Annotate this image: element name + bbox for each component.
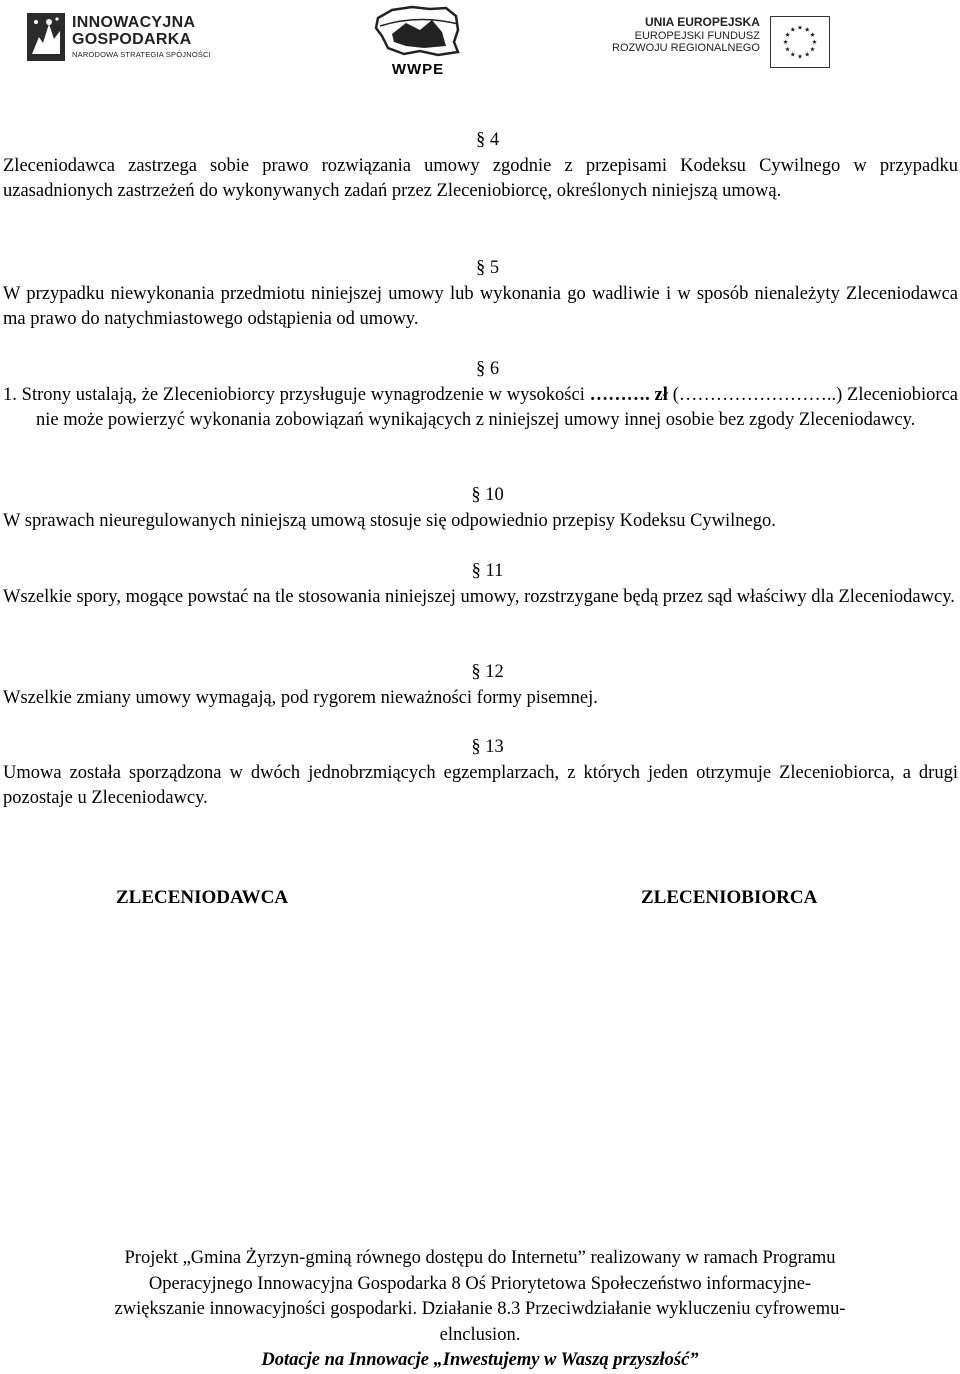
eu-logo-line-3: ROZWOJU REGIONALNEGO	[612, 42, 760, 55]
eu-star-icon	[785, 32, 790, 37]
section-number: § 4	[475, 130, 500, 150]
eu-flag-icon	[770, 16, 830, 68]
eu-star-icon	[805, 52, 810, 57]
eu-star-icon	[805, 27, 810, 32]
footer-line-3: zwiększanie innowacyjności gospodarki. Działanie 8.3 Przeciwdziałanie wykluczeniu cyfrowemu-	[114, 1299, 846, 1319]
eu-star-icon	[790, 52, 795, 57]
section-number: § 6	[475, 359, 500, 379]
remuneration-amount-field: ………. zł	[589, 384, 668, 405]
logo-line-2: GOSPODARKA	[72, 31, 192, 49]
section-number: § 13	[471, 737, 504, 757]
section-number: § 10	[471, 485, 504, 505]
eu-star-icon	[798, 25, 803, 30]
wwpe-label: WWPE	[391, 61, 445, 78]
section-text: Zleceniodawca zastrzega sobie prawo rozwiązania umowy zgodnie z przepisami Kodeksu Cywilnego w przypadku uzasadnionych zastrzeżeń do wykonywanych zadań przez Zleceniobiorcę, określonych niniejszą umową.	[3, 155, 958, 201]
section-13	[3, 735, 958, 812]
eu-star-icon	[783, 40, 788, 45]
section-4	[3, 128, 958, 205]
page-header	[0, 0, 960, 80]
eu-logo	[612, 16, 830, 68]
section-text	[3, 383, 958, 434]
section-5	[3, 256, 958, 333]
section-6	[3, 357, 958, 434]
section-number: § 11	[471, 561, 504, 581]
section-10	[3, 483, 958, 534]
eu-star-icon	[790, 27, 795, 32]
logo-line-1: INNOWACYJNA	[72, 14, 196, 32]
section-text: Wszelkie zmiany umowy wymagają, pod rygorem nieważności formy pisemnej.	[3, 687, 598, 708]
signature-zleceniodawca: ZLECENIODAWCA	[116, 887, 289, 908]
footer-tagline: Dotacje na Innowacje „Inwestujemy w Waszą przyszłość”	[261, 1350, 699, 1370]
ig-emblem-icon	[26, 10, 66, 64]
section-11	[3, 559, 958, 610]
footer-line-4: elnclusion.	[439, 1324, 521, 1345]
footer-line-1: Projekt „Gmina Żyrzyn-gminą równego dostępu do Internetu” realizowany w ramach Programu	[124, 1248, 836, 1268]
section-text: Umowa została sporządzona w dwóch jednobrzmiących egzemplarzach, z których jeden otrzymuje Zleceniobiorca, a drugi pozostaje u Zleceniodawcy.	[3, 762, 958, 808]
wwpe-logo	[372, 2, 464, 78]
eu-logo-line-1: UNIA EUROPEJSKA	[644, 15, 760, 29]
eu-logo-line-2: EUROPEJSKI FUNDUSZ	[634, 29, 760, 42]
signature-zleceniobiorca: ZLECENIOBIORCA	[641, 887, 818, 908]
remuneration-text-a: 1. Strony ustalają, że Zleceniobiorcy przysługuje wynagrodzenie w wysokości	[3, 384, 590, 405]
remuneration-text-b: (……………………..) Zleceniobiorca nie może powierzyć wykonania zobowiązań wynikających z niniejszej umowy innej osobie bez zgody Zleceniodawcy.	[36, 384, 958, 430]
page-footer	[0, 1246, 960, 1374]
poland-map-icon	[372, 2, 464, 58]
eu-star-icon	[810, 32, 815, 37]
eu-star-icon	[798, 54, 803, 59]
eu-star-icon	[812, 40, 817, 45]
section-text: W sprawach nieuregulowanych niniejszą umową stosuje się odpowiednio przepisy Kodeksu Cywilnego.	[3, 510, 776, 531]
section-12	[3, 660, 958, 711]
section-text: Wszelkie spory, mogące powstać na tle stosowania niniejszej umowy, rozstrzygane będą przez sąd właściwy dla Zleceniodawcy.	[3, 586, 955, 607]
eu-star-icon	[785, 47, 790, 52]
footer-line-2: Operacyjnego Innowacyjna Gospodarka 8 Oś Priorytetowa Społeczeństwo informacyjne-	[148, 1273, 812, 1294]
innowacyjna-gospodarka-logo	[26, 10, 211, 64]
eu-star-icon	[810, 47, 815, 52]
section-number: § 5	[475, 258, 500, 278]
section-text: W przypadku niewykonania przedmiotu niniejszej umowy lub wykonania go wadliwie i w sposób nienależyty Zleceniodawca ma prawo do natychmiastowego odstąpienia od umowy.	[3, 283, 958, 329]
logo-line-3: NARODOWA STRATEGIA SPÓJNOŚCI	[72, 50, 211, 60]
section-number: § 12	[471, 662, 504, 682]
